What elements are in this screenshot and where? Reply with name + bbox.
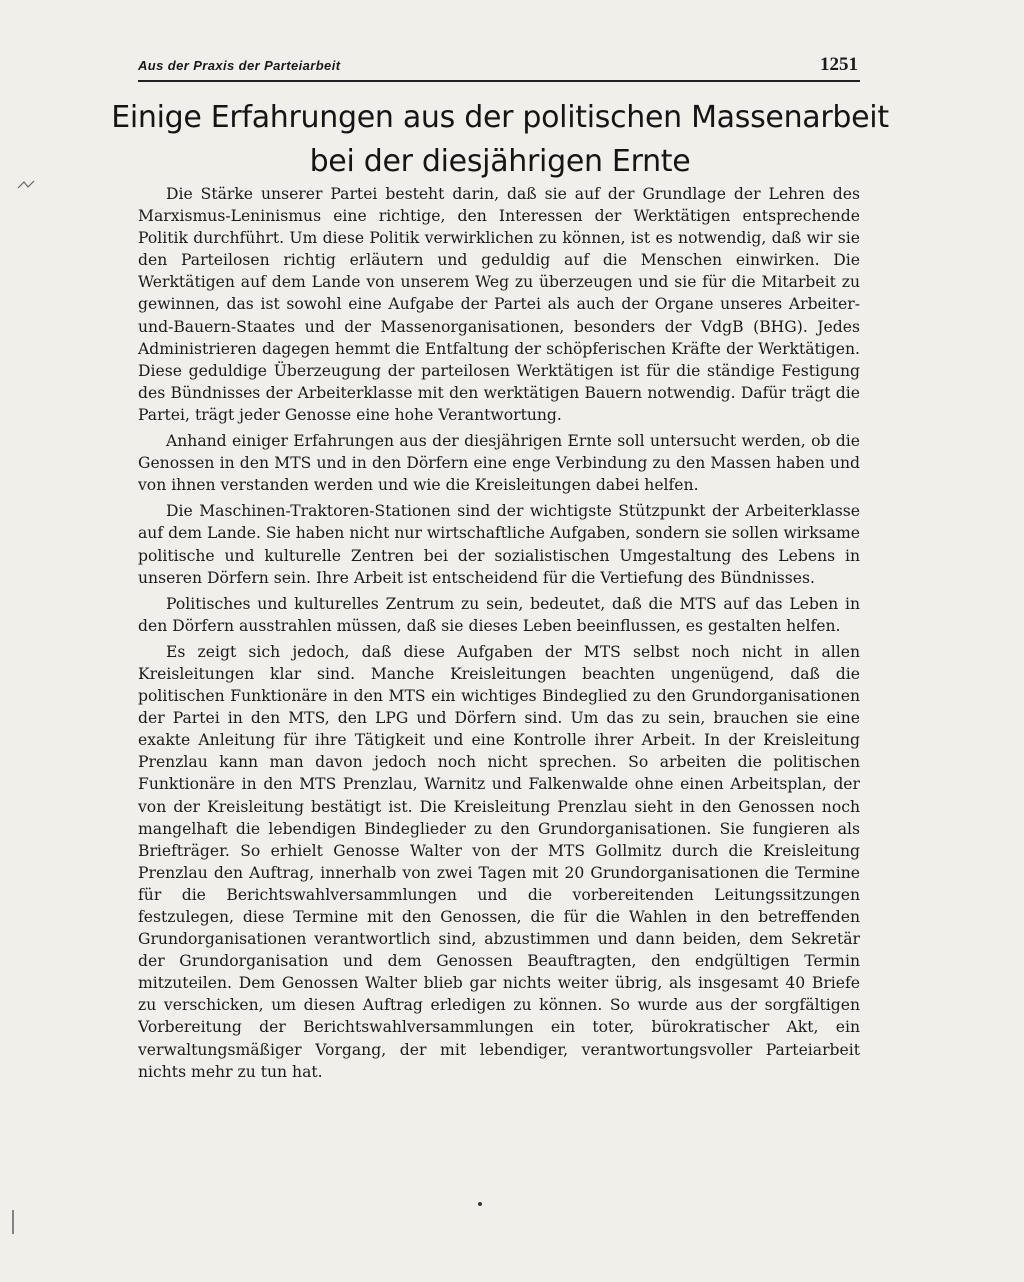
running-header [138,56,860,80]
paragraph-1: Die Stärke unserer Partei besteht darin, daß sie auf der Grundlage der Lehren des Marxismus-Leninismus eine richtige, den Interessen der Werktätigen entsprechende Politik durchführt. Um diese Politik verwirklichen zu können, ist es notwendig, daß wir sie den Parteilosen richtig erläutern und geduldig auf die Menschen einwirken. Die Werktätigen auf dem Lande von unserem Weg zu überzeugen und sie für die Mitarbeit zu gewinnen, das ist sowohl eine Aufgabe der Partei als auch der Organe unseres Arbeiter-und-Bauern-Staates und der Massenorganisationen, besonders der VdgB (BHG). Jedes Administrieren dagegen hemmt die Entfaltung der schöpferischen Kräfte der Werktätigen. Diese geduldige Überzeugung der parteilosen Werktätigen ist für die ständige Festigung des Bündnisses der Arbeiterklasse mit den werktätigen Bauern notwendig. Dafür trägt die Partei, trägt jeder Genosse eine hohe Verantwortung. [138,185,860,424]
paragraph-4: Politisches und kulturelles Zentrum zu sein, bedeutet, daß die MTS auf das Leben in den Dörfern ausstrahlen müssen, daß sie dieses Leben beeinflussen, es gestalten helfen. [138,594,860,635]
page-number: 1251 [820,54,858,75]
article-title-line-2: bei der diesjährigen Ernte [309,144,691,179]
margin-speck-mark [16,178,38,192]
paragraph-5: Es zeigt sich jedoch, daß diese Aufgaben der MTS selbst noch nicht in allen Kreisleitungen klar sind. Manche Kreisleitungen beachten ungenügend, daß die politischen Funktionäre in den MTS ein wichtiges Bindeglied zu den Grundorganisationen der Partei in den MTS, den LPG und Dörfern sind. Um das zu sein, brauchen sie eine exakte Anleitung für ihre Tätigkeit und eine Kontrolle ihrer Arbeit. In der Kreisleitung Prenzlau kann man davon jedoch noch nicht sprechen. So arbeiten die politischen Funktionäre in den MTS Prenzlau, Warnitz und Falkenwalde ohne einen Arbeitsplan, der von der Kreisleitung bestätigt ist. Die Kreisleitung Prenzlau sieht in den Genossen noch mangelhaft die lebendigen Bindeglieder zu den Grundorganisationen. Sie fungieren als Briefträger. So erhielt Genosse Walter von der MTS Gollmitz durch die Kreisleitung Prenzlau den Auftrag, innerhalb von zwei Tagen mit 20 Grundorganisationen die Termine für die Berichtswahlversammlungen und die vorbereitenden Leitungssitzungen festzulegen, diese Termine mit den Genossen, die für die Wahlen in den betreffenden Grundorganisationen verantwortlich sind, abzustimmen und dann beiden, dem Sekretär der Grundorganisation und dem Genossen Beauftragten, den endgültigen Termin mitzuteilen. Dem Genossen Walter blieb gar nichts weiter übrig, als insgesamt 40 Briefe zu verschicken, um diesen Auftrag erledigen zu können. So wurde aus der sorgfältigen Vorbereitung der Berichtswahlversammlungen ein toter, bürokratischer Akt, ein verwaltungsmäßiger Vorgang, der mit lebendiger, verantwortungsvoller Parteiarbeit nichts mehr zu tun hat. [138,642,860,1081]
running-title: Aus der Praxis der Parteiarbeit [138,58,341,73]
article-body [138,183,860,1087]
paragraph-2: Anhand einiger Erfahrungen aus der diesjährigen Ernte soll untersucht werden, ob die Genossen in den MTS und in den Dörfern eine enge Verbindung zu den Massen haben und von ihnen verstanden werden und wie die Kreisleitungen dabei helfen. [138,432,860,495]
margin-tick-mark [8,1208,18,1236]
header-rule [138,80,860,82]
article-title [100,96,900,184]
footer-dot-mark [476,1200,484,1208]
article-title-line-1: Einige Erfahrungen aus der politischen Massenarbeit [111,100,889,135]
paragraph-3: Die Maschinen-Traktoren-Stationen sind der wichtigste Stützpunkt der Arbeiterklasse auf dem Lande. Sie haben nicht nur wirtschaftliche Aufgaben, sondern sie sollen wirksame politische und kulturelle Zentren bei der sozialistischen Umgestaltung des Lebens in unseren Dörfern sein. Ihre Arbeit ist entscheidend für die Vertiefung des Bündnisses. [138,502,860,587]
